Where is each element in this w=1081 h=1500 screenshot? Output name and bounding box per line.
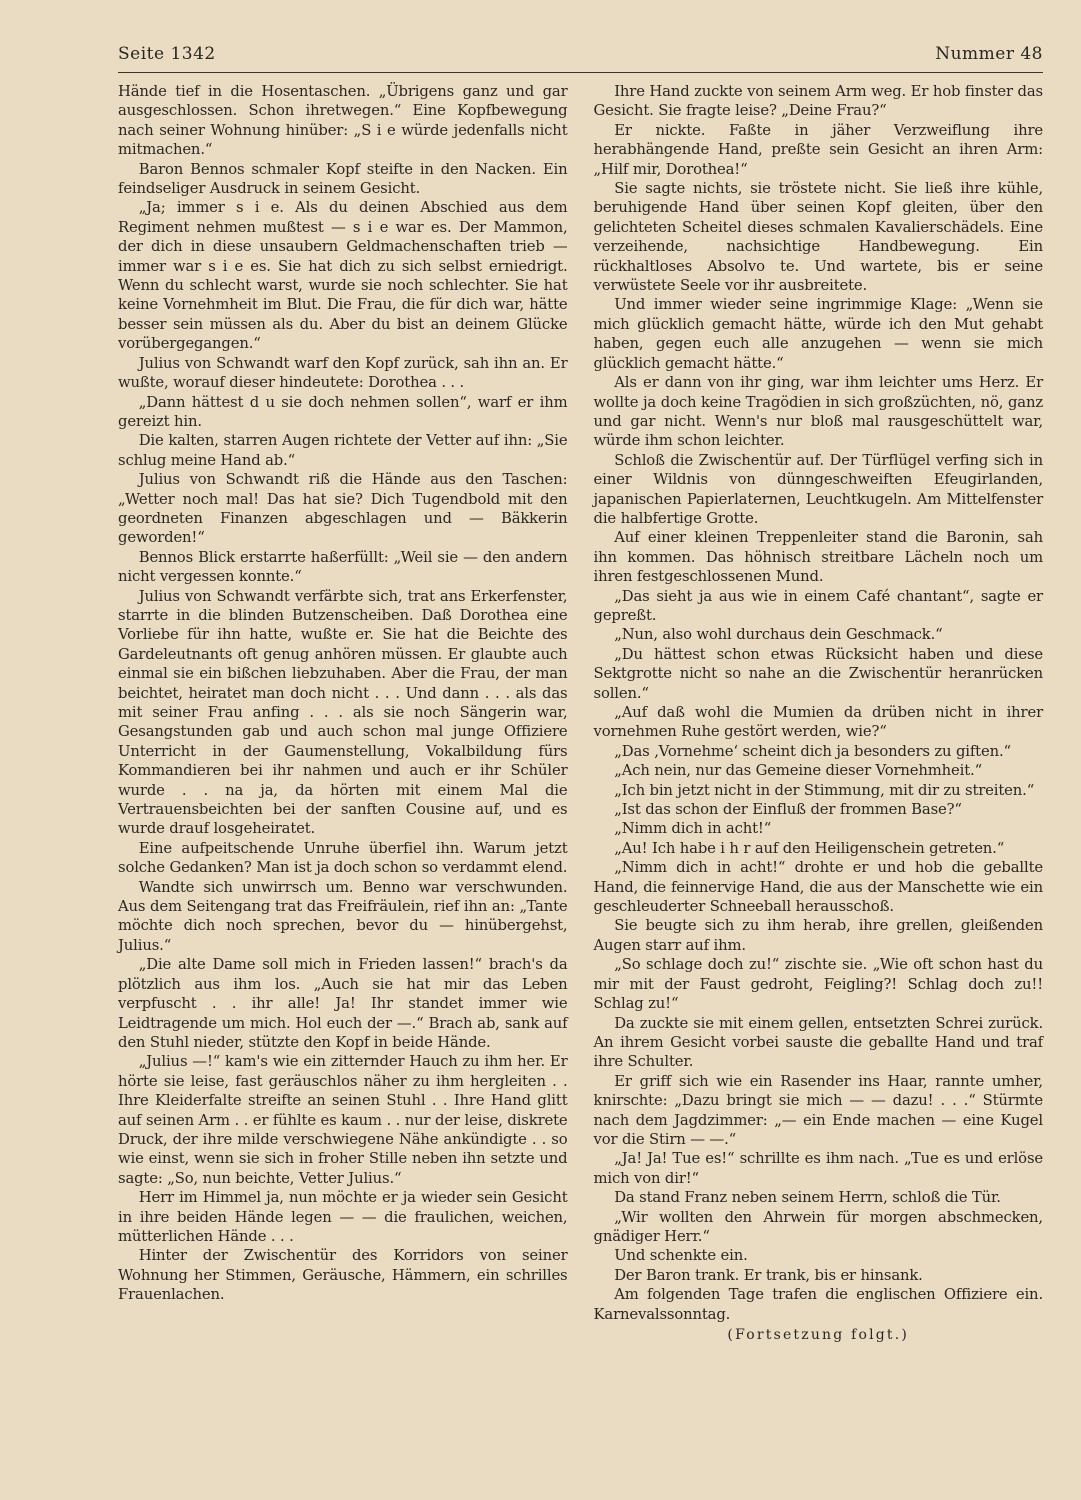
paragraph: Eine aufpeitschende Unruhe überfiel ihn. Warum jetzt solche Gedanken? Man ist ja doch schon so verdammt elend.: [118, 839, 568, 877]
paragraph: „Au! Ich habe i h r auf den Heiligenschein getreten.“: [614, 839, 1005, 857]
paragraph: „Auf daß wohl die Mumien da drüben nicht in ihrer vornehmen Ruhe gestört werden, wie?“: [593, 704, 1043, 741]
paragraph: Auf einer kleinen Treppenleiter stand die Baronin, sah ihn kommen. Das höhnisch streitbare Lächeln noch um ihren festgeschlossenen Mund.: [593, 529, 1043, 586]
paragraph: Julius von Schwandt verfärbte sich, trat ans Erkerfenster, starrte in die blinden Butzenscheiben. Daß Dorothea eine Vorliebe für ihn hatte, wußte er. Sie hat die Beichte des Gardeleutnants oft genug anhören müssen. Er glaubte auch einmal sie ein bißchen liebzuhaben. Aber die Frau, der man beichtet, heiratet man doch nicht . . . Und dann . . . als das mit seiner Frau anfing . . . als sie noch Sängerin war, Gesangstunden gab und auch schon mal junge Offiziere Unterricht in der Gaumenstellung, Vokalbildung fürs Kommandieren bei ihr nahmen und auch er ihr Schüler wurde . . na ja, da hörten mit einem Mal die Vertrauensbeichten bei der sanften Cousine auf, und es wurde drauf losgeheiratet.: [118, 587, 568, 838]
paragraph: Er nickte. Faßte in jäher Verzweiflung ihre herabhängende Hand, preßte sein Gesicht an ihren Arm: „Hilf mir, Dorothea!“: [593, 121, 1043, 178]
paragraph: „Ja! Ja! Tue es!“ schrillte es ihm nach. „Tue es und erlöse mich von dir!“: [593, 1150, 1043, 1187]
paragraph: „Wir wollten den Ahrwein für morgen abschmecken, gnädiger Herr.“: [593, 1208, 1043, 1245]
paragraph: Da zuckte sie mit einem gellen, entsetzten Schrei zurück. An ihrem Gesicht vorbei sauste die geballte Hand und traf ihre Schulter.: [593, 1014, 1043, 1071]
paragraph: Als er dann von ihr ging, war ihm leichter ums Herz. Er wollte ja doch keine Tragödien in sich großzüchten, nö, ganz und gar nicht. Wenn's nur bloß mal rausgeschüttelt war, würde ihm schon leichter.: [593, 374, 1043, 450]
paragraph: „Ach nein, nur das Gemeine dieser Vornehmheit.“: [614, 762, 982, 780]
paragraph: „Ist das schon der Einfluß der frommen Base?“: [614, 801, 962, 819]
paragraph: Da stand Franz neben seinem Herrn, schloß die Tür.: [614, 1189, 1001, 1207]
paragraph: „Das sieht ja aus wie in einem Café chantant“, sagte er gepreßt.: [593, 587, 1043, 624]
paragraph: Er griff sich wie ein Rasender ins Haar, rannte umher, knirschte: „Dazu bringt sie mich — — dazu! . . .“ Stürmte nach dem Jagdzimmer: „— ein Ende machen — eine Kugel vor die Stirn — —.“: [593, 1072, 1043, 1148]
paragraph: Hände tief in die Hosentaschen. „Übrigens ganz und gar ausgeschlossen. Schon ihretwegen.“ Eine Kopfbewegung nach seiner Wohnung hinüber: „S i e würde jedenfalls nicht mitmachen.“: [118, 83, 568, 159]
paragraph: Und immer wieder seine ingrimmige Klage: „Wenn sie mich glücklich gemacht hätte, würde ich den Mut gehabt haben, gegen euch alle anzugehen — wenn sie mich glücklich gemacht hätte.“: [593, 296, 1043, 372]
paragraph: „Das ‚Vornehme‘ scheint dich ja besonders zu giften.“: [614, 742, 1011, 760]
paragraph: „Dann hättest d u sie doch nehmen sollen“, warf er ihm gereizt hin.: [118, 393, 568, 430]
continuation-note: (Fortsetzung folgt.): [727, 1327, 910, 1343]
paragraph: Sie beugte sich zu ihm herab, ihre grellen, gleißenden Augen starr auf ihm.: [593, 917, 1043, 954]
paragraph: „Nimm dich in acht!“: [614, 820, 772, 838]
paragraph: Baron Bennos schmaler Kopf steifte in den Nacken. Ein feindseliger Ausdruck in seinem Gesicht.: [118, 160, 568, 198]
right-column: [594, 82, 1044, 1343]
paragraph: Der Baron trank. Er trank, bis er hinsank.: [614, 1266, 923, 1284]
paragraph: „So schlage doch zu!“ zischte sie. „Wie oft schon hast du mir mit der Faust gedroht, Feigling?! Schlag doch zu!! Schlag zu!“: [593, 956, 1043, 1013]
issue-number: Nummer 48: [935, 44, 1043, 64]
paragraph: Wandte sich unwirrsch um. Benno war verschwunden. Aus dem Seitengang trat das Freifräulein, rief ihn an: „Tante möchte dich noch sprechen, bevor du — hinübergehst, Julius.“: [118, 878, 568, 954]
paragraph: „Die alte Dame soll mich in Frieden lassen!“ brach's da plötzlich aus ihm los. „Auch sie hat mir das Leben verpfuscht . . ihr alle! Ja! Ihr standet immer wie Leidtragende um mich. Hol euch der —.“ Brach ab, sank auf den Stuhl nieder, stützte den Kopf in beide Hände.: [118, 956, 568, 1051]
paragraph: Und schenkte ein.: [614, 1247, 748, 1265]
paragraph: Die kalten, starren Augen richtete der Vetter auf ihn: „Sie schlug meine Hand ab.“: [118, 432, 568, 469]
paragraph: Julius von Schwandt warf den Kopf zurück, sah ihn an. Er wußte, worauf dieser hindeutete: Dorothea . . .: [118, 354, 568, 392]
paragraph: „Nimm dich in acht!“ drohte er und hob die geballte Hand, die feinnervige Hand, die aus der Manschette wie ein geschleuderter Schneeball herausschoß.: [593, 859, 1043, 916]
paragraph: „Ich bin jetzt nicht in der Stimmung, mit dir zu streiten.“: [614, 781, 1035, 799]
paragraph: Bennos Blick erstarrte haßerfüllt: „Weil sie — den andern nicht vergessen konnte.“: [118, 548, 568, 586]
paragraph: Am folgenden Tage trafen die englischen Offiziere ein. Karnevalssonntag.: [593, 1286, 1043, 1323]
paragraph: „Julius —!“ kam's wie ein zitternder Hauch zu ihm her. Er hörte sie leise, fast geräuschlos näher zu ihm hergleiten . . Ihre Kleiderfalte streifte an seinen Stuhl . . Ihre Hand glitt auf seinen Arm . . er fühlte es kaum . . nur der leise, diskrete Druck, der ihre milde verschwiegene Nähe ankündigte . . so wie einst, wenn sie sich in froher Stille neben ihn setzte und sagte: „So, nun beichte, Vetter Julius.“: [118, 1053, 568, 1187]
paragraph: Herr im Himmel ja, nun möchte er ja wieder sein Gesicht in ihre beiden Hände legen — — die fraulichen, weichen, mütterlichen Hände . . .: [118, 1189, 568, 1245]
text-columns: [118, 82, 1043, 1343]
page-number: Seite 1342: [118, 44, 216, 64]
paragraph: „Du hättest schon etwas Rücksicht haben und diese Sektgrotte nicht so nahe an die Zwischentür heranrücken sollen.“: [593, 645, 1043, 702]
paragraph: Hinter der Zwischentür des Korridors von seiner Wohnung her Stimmen, Geräusche, Hämmern, ein schrilles Frauenlachen.: [118, 1247, 568, 1304]
page-header: [118, 44, 1043, 70]
paragraph: Sie sagte nichts, sie tröstete nicht. Sie ließ ihre kühle, beruhigende Hand über seinen Kopf gleiten, über den gelichteten Scheitel dieses schmalen Kavalierschädels. Eine verzeihende, nachsichtige Handbewegung. Ein rückhaltloses Absolvo te. Und wartete, bis er seine verwüstete Seele vor ihr ausbreitete.: [593, 180, 1043, 295]
paragraph: „Nun, also wohl durchaus dein Geschmack.“: [614, 626, 943, 644]
paragraph: Julius von Schwandt riß die Hände aus den Taschen: „Wetter noch mal! Das hat sie? Dich Tugendbold mit den geordneten Finanzen abgeschlagen und — Bäkkerin geworden!“: [118, 471, 568, 547]
left-column: [118, 82, 568, 1343]
paragraph: Ihre Hand zuckte von seinem Arm weg. Er hob finster das Gesicht. Sie fragte leise? „Deine Frau?“: [593, 83, 1043, 120]
header-rule: [118, 72, 1043, 73]
paragraph: Schloß die Zwischentür auf. Der Türflügel verfing sich in einer Wildnis von dünngeschweiften Efeugirlanden, japanischen Papierlaternen, Leuchtkugeln. Am Mittelfenster die halbfertige Grotte.: [593, 451, 1043, 527]
paragraph: „Ja; immer s i e. Als du deinen Abschied aus dem Regiment nehmen mußtest — s i e war es. Der Mammon, der dich in diese unsaubern Geldmachenschaften trieb — immer war s i e es. Sie hat dich zu sich selbst erniedrigt. Wenn du schlecht warst, wurde sie noch schlechter. Sie hat keine Vornehmheit im Blut. Die Frau, die für dich war, hätte besser sein müssen als du. Aber du bist an deinem Glücke vorübergegangen.“: [118, 199, 568, 353]
